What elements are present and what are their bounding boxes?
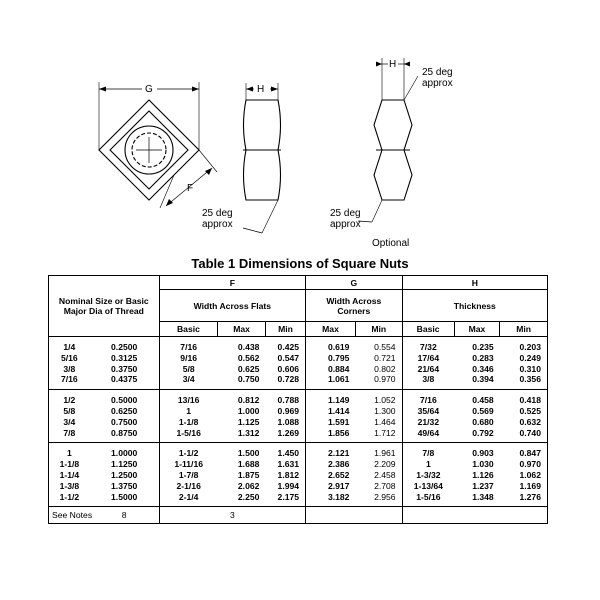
- nut-drawing: [0, 0, 600, 255]
- notes-h: [402, 507, 547, 524]
- f-basic-cell: [159, 390, 218, 443]
- cell-value: 3/4: [182, 374, 195, 385]
- cell-value: 1-1/8: [59, 459, 80, 470]
- cell-value: 2.652: [327, 469, 350, 480]
- cell-value: 1.875: [237, 469, 260, 480]
- f-basic-cell: [159, 443, 218, 507]
- dimension-f-label: F: [187, 183, 194, 194]
- cell-value: 0.310: [519, 363, 541, 374]
- cell-value: 0.606: [277, 363, 300, 374]
- cell-value: 1.149: [327, 395, 350, 406]
- cell-value: 1.414: [327, 405, 350, 416]
- dimension-h-optional-label: H: [389, 59, 397, 70]
- cell-value: 3/8: [63, 363, 76, 374]
- cell-value: 1: [66, 448, 72, 459]
- cell-value: 21/64: [417, 363, 440, 374]
- cell-value: 1-11/16: [174, 459, 204, 470]
- f-max-cell: [218, 337, 266, 390]
- cell-value: 1-3/8: [59, 480, 80, 491]
- g-min-cell: [355, 443, 402, 507]
- dia-cell: [90, 337, 159, 390]
- cell-value: 1-1/2: [59, 491, 80, 502]
- f-min-cell: [265, 390, 305, 443]
- cell-value: 1-1/4: [59, 469, 80, 480]
- cell-value: 1: [186, 405, 192, 416]
- cell-value: 2.956: [374, 491, 396, 502]
- h-max-cell: [454, 337, 500, 390]
- cell-value: 3/8: [422, 374, 435, 385]
- cell-value: 1.088: [277, 416, 300, 427]
- h-min-cell: [500, 390, 548, 443]
- cell-value: 0.562: [237, 352, 260, 363]
- cell-value: 0.7500: [111, 416, 138, 427]
- cell-value: 0.458: [472, 395, 494, 406]
- cell-value: 0.812: [237, 395, 260, 406]
- cell-value: 1.500: [237, 448, 260, 459]
- cell-value: 1.5000: [111, 491, 138, 502]
- cell-value: 0.728: [277, 374, 300, 385]
- cell-value: 49/64: [417, 427, 440, 438]
- cell-value: 2.458: [374, 469, 396, 480]
- cell-value: 1.856: [327, 427, 350, 438]
- dia-cell: [90, 443, 159, 507]
- cell-value: 3/4: [63, 416, 76, 427]
- cell-value: 1.126: [472, 469, 494, 480]
- size-cell: [49, 443, 90, 507]
- cell-value: 2-1/4: [178, 491, 199, 502]
- cell-value: 0.3125: [111, 352, 138, 363]
- cell-value: 2-1/16: [176, 480, 201, 491]
- size-cell: [49, 337, 90, 390]
- cell-value: 0.625: [237, 363, 260, 374]
- cell-value: 1.000: [237, 405, 260, 416]
- cell-value: 1-5/16: [416, 491, 441, 502]
- cell-value: 2.062: [237, 480, 260, 491]
- cell-value: 1.812: [277, 469, 300, 480]
- dimensions-table: [48, 275, 548, 524]
- cell-value: 5/16: [60, 352, 78, 363]
- cell-value: 0.418: [519, 395, 541, 406]
- cell-value: 5/8: [182, 363, 195, 374]
- cell-value: 7/16: [180, 342, 198, 352]
- cell-value: 1.961: [374, 448, 396, 459]
- cell-value: 1.450: [277, 448, 300, 459]
- cell-value: 1.591: [327, 416, 350, 427]
- cell-value: 0.249: [519, 352, 541, 363]
- cell-value: 7/8: [63, 427, 76, 438]
- cell-value: 1.312: [237, 427, 260, 438]
- f-max-cell: [218, 443, 266, 507]
- cell-value: 1.300: [374, 405, 396, 416]
- col-g-header: G: [306, 276, 403, 290]
- angle-note-optional-bottom: 25 deg approx: [330, 208, 361, 230]
- cell-value: 3.182: [327, 491, 350, 502]
- cell-value: 0.970: [519, 459, 541, 470]
- cell-value: 1.994: [277, 480, 300, 491]
- cell-value: 0.283: [472, 352, 494, 363]
- cell-value: 1.061: [327, 374, 350, 385]
- width-flats-header: Width Across Flats: [159, 290, 305, 322]
- cell-value: 1.062: [519, 469, 541, 480]
- cell-value: 0.569: [472, 405, 494, 416]
- sub-header: Min: [265, 322, 305, 337]
- table-title: Table 1 Dimensions of Square Nuts: [191, 256, 409, 271]
- notes-nominal: 8: [90, 507, 159, 524]
- cell-value: 0.884: [327, 363, 350, 374]
- cell-value: 0.346: [472, 363, 494, 374]
- col-f-header: F: [159, 276, 305, 290]
- cell-value: 7/32: [420, 342, 437, 352]
- sub-header: Max: [306, 322, 356, 337]
- cell-value: 1.169: [519, 480, 541, 491]
- h-min-cell: [500, 443, 548, 507]
- cell-value: 0.394: [472, 374, 494, 385]
- sub-header: Max: [218, 322, 266, 337]
- cell-value: 1-13/64: [413, 480, 443, 491]
- cell-value: 0.438: [237, 342, 260, 352]
- cell-value: 9/16: [180, 352, 198, 363]
- cell-value: 0.795: [327, 352, 350, 363]
- cell-value: 0.547: [277, 352, 300, 363]
- cell-value: 0.8750: [111, 427, 138, 438]
- cell-value: 0.5000: [111, 395, 138, 406]
- cell-value: 0.792: [472, 427, 494, 438]
- cell-value: 7/8: [422, 448, 435, 459]
- col-h-header: H: [402, 276, 547, 290]
- sub-header: Basic: [159, 322, 218, 337]
- sub-header: Min: [355, 322, 402, 337]
- g-min-cell: [355, 390, 402, 443]
- cell-value: 21/32: [417, 416, 440, 427]
- sub-header: Max: [454, 322, 500, 337]
- nominal-size-header: Nominal Size or Basic Major Dia of Thread: [49, 276, 160, 337]
- h-basic-cell: [402, 390, 454, 443]
- f-min-cell: [265, 443, 305, 507]
- dimension-h-label: H: [257, 84, 265, 95]
- cell-value: 1.631: [277, 459, 300, 470]
- cell-value: 0.788: [277, 395, 300, 406]
- g-max-cell: [306, 443, 356, 507]
- notes-f: 3: [159, 507, 305, 524]
- cell-value: 1.348: [472, 491, 494, 502]
- optional-caption: Optional: [372, 238, 410, 249]
- cell-value: 1.030: [472, 459, 494, 470]
- notes-label: See Notes: [49, 507, 90, 524]
- cell-value: 1-5/16: [176, 427, 201, 438]
- cell-value: 2.250: [237, 491, 260, 502]
- cell-value: 0.2500: [111, 342, 138, 352]
- cell-value: 17/64: [417, 352, 440, 363]
- f-min-cell: [265, 337, 305, 390]
- cell-value: 7/16: [60, 374, 78, 385]
- cell-value: 0.235: [472, 342, 494, 352]
- cell-value: 0.750: [237, 374, 260, 385]
- cell-value: 0.721: [374, 352, 396, 363]
- cell-value: 1.688: [237, 459, 260, 470]
- dimension-g-label: G: [145, 84, 153, 95]
- h-basic-cell: [402, 337, 454, 390]
- h-max-cell: [454, 390, 500, 443]
- cell-value: 0.847: [519, 448, 541, 459]
- cell-value: 0.632: [519, 416, 541, 427]
- h-min-cell: [500, 337, 548, 390]
- cell-value: 2.175: [277, 491, 300, 502]
- cell-value: 0.680: [472, 416, 494, 427]
- angle-note-optional-top: 25 deg approx: [422, 67, 453, 89]
- cell-value: 5/8: [63, 405, 76, 416]
- cell-value: 1.464: [374, 416, 396, 427]
- cell-value: 0.903: [472, 448, 494, 459]
- cell-value: 1.1250: [111, 459, 138, 470]
- cell-value: 1-3/32: [416, 469, 441, 480]
- size-cell: [49, 390, 90, 443]
- cell-value: 1-1/2: [178, 448, 199, 459]
- cell-value: 1.125: [237, 416, 260, 427]
- f-basic-cell: [159, 337, 218, 390]
- cell-value: 2.708: [374, 480, 396, 491]
- cell-value: 2.209: [374, 459, 396, 470]
- cell-value: 1.269: [277, 427, 300, 438]
- cell-value: 0.554: [374, 342, 396, 352]
- cell-value: 35/64: [417, 405, 440, 416]
- g-max-cell: [306, 337, 356, 390]
- cell-value: 1.3750: [111, 480, 138, 491]
- cell-value: 1/2: [63, 395, 76, 406]
- h-max-cell: [454, 443, 500, 507]
- g-min-cell: [355, 337, 402, 390]
- cell-value: 0.619: [327, 342, 350, 352]
- cell-value: 0.525: [519, 405, 541, 416]
- notes-g: [306, 507, 403, 524]
- angle-note-side: 25 deg approx: [202, 208, 233, 230]
- cell-value: 1: [425, 459, 431, 470]
- cell-value: 2.121: [327, 448, 350, 459]
- cell-value: 0.740: [519, 427, 541, 438]
- cell-value: 0.4375: [111, 374, 138, 385]
- cell-value: 0.425: [277, 342, 300, 352]
- cell-value: 1.712: [374, 427, 396, 438]
- cell-value: 0.802: [374, 363, 396, 374]
- cell-value: 1.237: [472, 480, 494, 491]
- h-basic-cell: [402, 443, 454, 507]
- cell-value: 0.970: [374, 374, 396, 385]
- cell-value: 7/16: [420, 395, 437, 406]
- sub-header: Min: [500, 322, 548, 337]
- cell-value: 0.6250: [111, 405, 138, 416]
- cell-value: 1-7/8: [178, 469, 199, 480]
- cell-value: 0.3750: [111, 363, 138, 374]
- cell-value: 0.356: [519, 374, 541, 385]
- cell-value: 2.386: [327, 459, 350, 470]
- cell-value: 1/4: [63, 342, 76, 352]
- cell-value: 1.0000: [111, 448, 138, 459]
- cell-value: 0.203: [519, 342, 541, 352]
- cell-value: 2.917: [327, 480, 350, 491]
- cell-value: 1-1/8: [178, 416, 199, 427]
- cell-value: 1.2500: [111, 469, 138, 480]
- cell-value: 1.052: [374, 395, 396, 406]
- width-corners-header: Width Across Corners: [306, 290, 403, 322]
- cell-value: 1.276: [519, 491, 541, 502]
- thickness-header: Thickness: [402, 290, 547, 322]
- dia-cell: [90, 390, 159, 443]
- cell-value: 13/16: [177, 395, 200, 406]
- g-max-cell: [306, 390, 356, 443]
- f-max-cell: [218, 390, 266, 443]
- sub-header: Basic: [402, 322, 454, 337]
- cell-value: 0.969: [277, 405, 300, 416]
